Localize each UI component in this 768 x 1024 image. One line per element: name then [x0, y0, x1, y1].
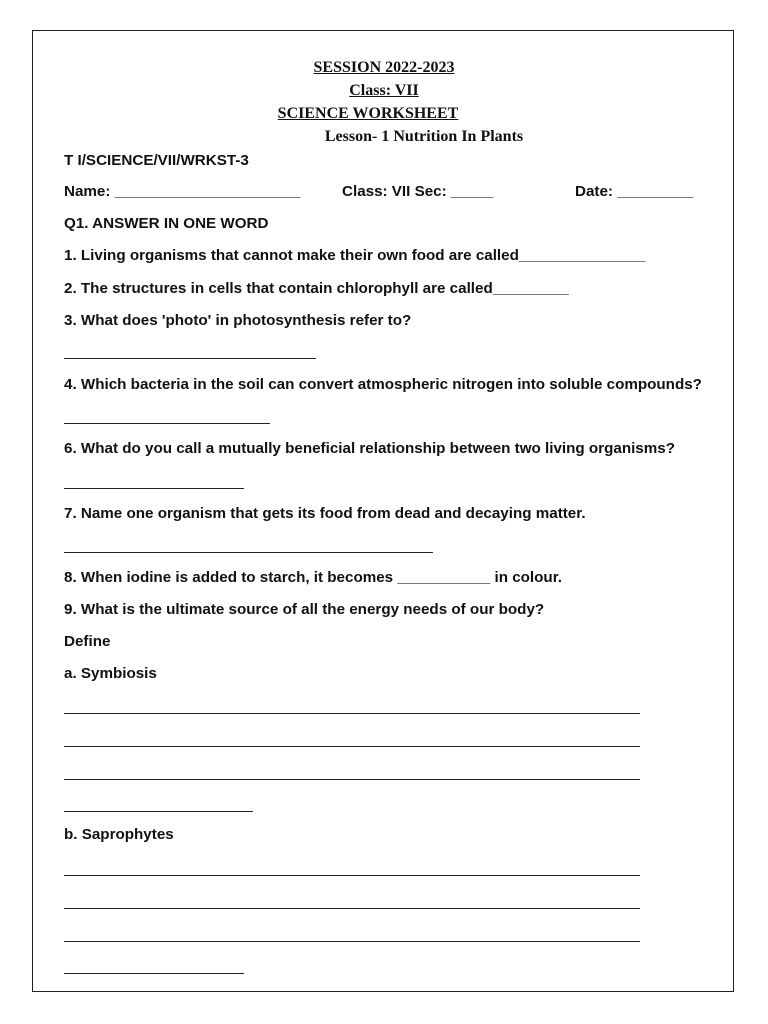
question-4: 4. Which bacteria in the soil can convert atmospheric nitrogen into soluble compounds?: [64, 376, 702, 393]
question-6: 6. What do you call a mutually beneficial relationship between two living organisms?: [64, 440, 675, 457]
question-8: 8. When iodine is added to starch, it becomes ___________ in colour.: [64, 569, 562, 586]
name-field[interactable]: Name: ______________________: [64, 183, 301, 200]
define-a-label: a. Symbiosis: [64, 665, 157, 682]
question-7: 7. Name one organism that gets its food from dead and decaying matter.: [64, 505, 586, 522]
date-field[interactable]: Date: _________: [575, 183, 694, 200]
class-sec-field[interactable]: Class: VII Sec: _____: [342, 183, 494, 200]
answer-line-3[interactable]: [64, 358, 316, 359]
question-2: 2. The structures in cells that contain chlorophyll are called_________: [64, 280, 569, 297]
lesson-title: Lesson- 1 Nutrition In Plants: [324, 128, 524, 145]
define-heading: Define: [64, 633, 111, 650]
reference-code: T I/SCIENCE/VII/WRKST-3: [64, 152, 249, 169]
question-9: 9. What is the ultimate source of all the energy needs of our body?: [64, 601, 545, 618]
answer-line-a3[interactable]: [64, 779, 640, 780]
answer-line-b4[interactable]: [64, 973, 244, 974]
define-b-label: b. Saprophytes: [64, 826, 174, 843]
class-title: Class: VII: [349, 82, 419, 99]
answer-line-a4[interactable]: [64, 811, 253, 812]
section-title: Q1. ANSWER IN ONE WORD: [64, 215, 269, 232]
answer-line-b3[interactable]: [64, 941, 640, 942]
answer-line-b2[interactable]: [64, 908, 640, 909]
question-3: 3. What does 'photo' in photosynthesis refer to?: [64, 312, 412, 329]
answer-line-6[interactable]: [64, 488, 244, 489]
worksheet-title: SCIENCE WORKSHEET: [277, 105, 459, 122]
answer-line-7[interactable]: [64, 552, 433, 553]
answer-line-4[interactable]: [64, 423, 270, 424]
answer-line-a1[interactable]: [64, 713, 640, 714]
answer-line-b1[interactable]: [64, 875, 640, 876]
question-1: 1. Living organisms that cannot make their own food are called_______________: [64, 247, 646, 264]
answer-line-a2[interactable]: [64, 746, 640, 747]
session-title: SESSION 2022-2023: [313, 59, 455, 76]
